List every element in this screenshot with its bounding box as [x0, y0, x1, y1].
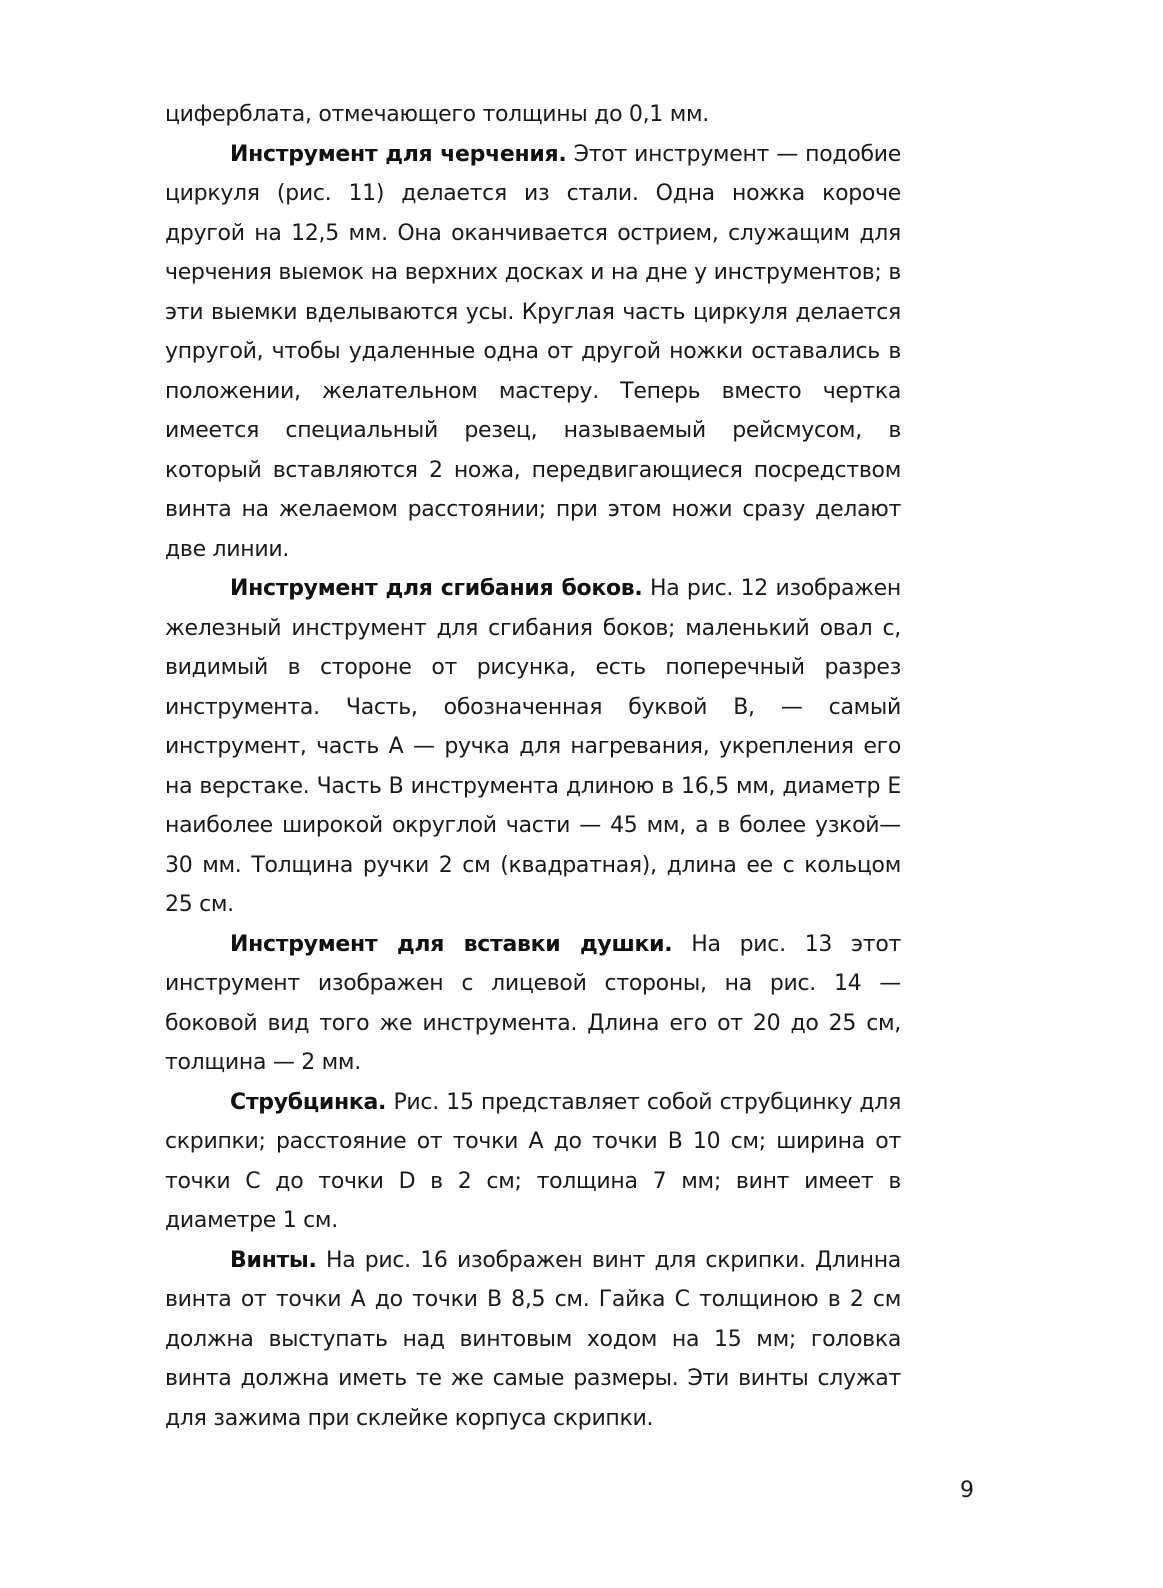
paragraph-text: На рис. 13 этот инструмент изображен с лицевой стороны, на рис. 14 — боковой вид того же инструмента. Длина его от 20 до 25 см, толщина — 2 мм. — [165, 931, 901, 1075]
body-text — [165, 95, 901, 1438]
paragraph-heading: Винты. — [230, 1247, 317, 1273]
paragraph-text: Этот инструмент — подобие циркуля (рис. 11) делается из стали. Одна ножка короче другой на 12,5 мм. Она оканчивается острием, служащим для черчения выемок на верхних досках и на дне у инструментов; в эти выемки вделываются усы. Круглая часть циркуля делается упругой, чтобы удаленные одна от другой ножки оставались в положении, желательном мастеру. Теперь вместо чертка имеется специальный резец, называемый рейсмусом, в который вставляются 2 ножа, передвигающиеся посредством винта на желаемом расстоянии; при этом ножи сразу делают две линии. — [165, 141, 902, 562]
paragraph-clamp — [165, 1083, 901, 1241]
paragraph-soundpost-tool — [165, 925, 901, 1083]
paragraph-side-bending-tool — [165, 569, 901, 925]
paragraph-heading: Струбцинка. — [230, 1089, 387, 1115]
paragraph-text: На рис. 16 изображен винт для скрипки. Длинна винта от точки А до точки В 8,5 см. Гайка С толщиною в 2 см должна выступать над винтовым ходом на 15 мм; головка винта должна иметь те же самые размеры. Эти винты служат для зажима при склейке корпуса скрипки. — [165, 1247, 901, 1431]
paragraph-heading: Инструмент для сгибания боков. — [230, 576, 643, 601]
paragraph-drawing-tool — [165, 135, 901, 570]
paragraph-heading: Инструмент для вставки душки. — [230, 931, 673, 957]
paragraph-text: На рис. 12 изображен железный инструмент для сгибания боков; маленький овал с, видимый в стороне от рисунка, есть поперечный разрез инструмента. Часть, обозначенная буквой В, — самый инструмент, часть А — ручка для нагревания, укрепления его на верстаке. Часть В инструмента длиною в 16,5 мм, диаметр Е наиболее широкой округлой части — 45 мм, а в более узкой—30 мм. Толщина ручки 2 см (квадратная), длина ее с кольцом 25 см. — [165, 576, 901, 917]
paragraph-continuation — [165, 95, 901, 135]
paragraph-screws — [165, 1241, 901, 1439]
paragraph-text: циферблата, отмечающего толщины до 0,1 мм. — [165, 102, 709, 127]
paragraph-text: Рис. 15 представляет собой струбцинку для скрипки; расстояние от точки А до точки В 10 см; ширина от точки С до точки D в 2 см; толщина 7 мм; винт имеет в диаметре 1 см. — [165, 1089, 901, 1233]
page-number: 9 — [960, 1478, 974, 1503]
paragraph-heading: Инструмент для черчения. — [230, 141, 567, 167]
